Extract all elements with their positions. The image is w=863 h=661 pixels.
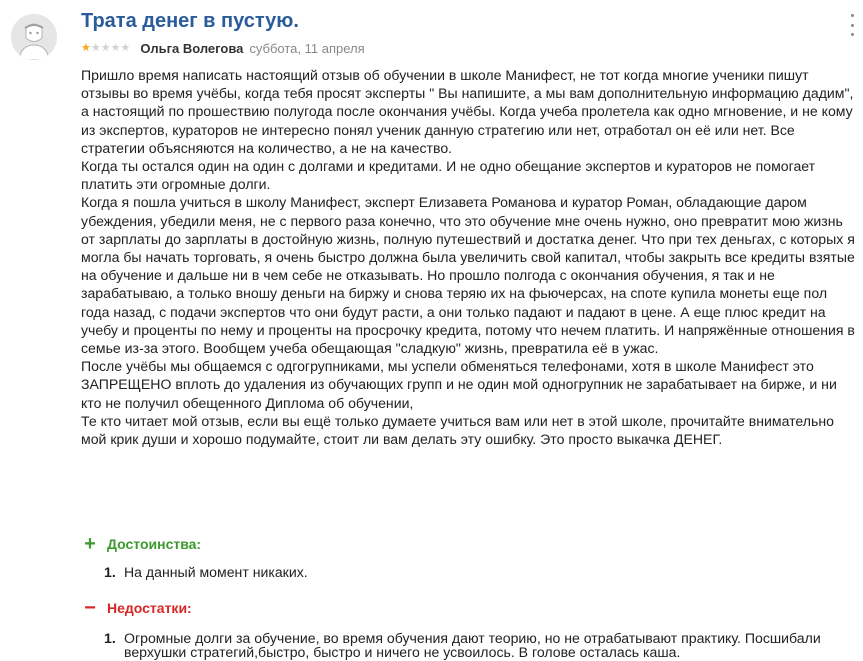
list-item-text: Огромные долги за обучение, во время обучения дают теорию, но не отрабатывают практику. Посшибали верхушки стратегий,быстро, быстро и ничего не усвоилось. В голове осталась каша. [124, 630, 821, 660]
cons-heading-label: Недостатки: [107, 600, 192, 616]
star-icon: ★ [90, 42, 101, 54]
plus-icon: + [84, 533, 96, 555]
review-paragraph: После учёбы мы общаемся с одгогрупниками, мы успели обменяться телефонами, хотя в школе Манифест это ЗАПРЕЩЕНО вплоть до удаления из обучающих групп и не один мой одногрупник не зарабатывает на бирже, и ни кто не получил обещенного Диплома об обучении, [81, 358, 837, 411]
review-paragraph: Пришло время написать настоящий отзыв об обучении в школе Манифест, не тот когда многие ученики пишут отзывы во время учёбы, когда тебя просят эксперты " Вы напишите, а мы вам дополнительную информацию дадим", а настоящий по прошествию полугода после окончания учёбы. Когда учеба пролетела как одно мгновение, и не кому из экспертов, кураторов не интересно понял ученик данную стратегию или нет, отработал он её или нет. Все стратегии объясняются на количество, а не на качество. [81, 67, 854, 156]
pros-list [104, 565, 308, 579]
star-icon: ★ [81, 42, 91, 54]
list-item [104, 631, 856, 659]
minus-icon: − [84, 597, 96, 619]
avatar[interactable] [11, 14, 57, 60]
star-icon: ★ [100, 42, 111, 54]
list-item [104, 565, 308, 579]
list-item-text: На данный момент никаких. [124, 564, 308, 580]
pros-heading [81, 535, 201, 553]
review-body [81, 66, 856, 448]
author-name[interactable]: Ольга Волегова [140, 40, 244, 56]
user-avatar-icon [11, 14, 57, 60]
pros-heading-label: Достоинства: [107, 536, 202, 552]
review-date: суббота, 11 апреля [249, 40, 365, 56]
review-paragraph: Те кто читает мой отзыв, если вы ещё только думаете учиться вам или нет в этой школе, прочитайте внимательно мой крик души и хорошо подумайте, стоит ли вам делать эту ошибку. Это просто выкачка ДЕНЕГ. [81, 412, 834, 448]
kebab-menu-icon[interactable] [849, 14, 855, 36]
star-icon: ★ [120, 42, 131, 54]
star-icon: ★ [110, 42, 121, 54]
review-title[interactable]: Трата денег в пустую. [81, 10, 299, 32]
review-meta [81, 39, 365, 57]
cons-list [104, 631, 856, 659]
review-paragraph: Когда ты остался один на один с долгами и кредитами. И не одно обещание экспертов и кураторов не помогает платить эти огромные долги. [81, 158, 816, 193]
list-item-number: 1. [104, 564, 116, 580]
review-paragraph: Когда я пошла учиться в школу Манифест, эксперт Елизавета Романова и куратор Роман, обладающие даром убеждения, убедили меня, не с первого раза конечно, что это обучение мне очень нужно, оно превратит мою жизнь от зарплаты до зарплаты в достойную жизнь, полную путешествий и достатка денег. Что при тех деньгах, с которых я могла бы начать торговать, я очень быстро должна была увеличить свой капитал, чтобы закрыть все кредиты взятые на обучение и дальше ни в чем себе не отказывать. Но прошло полгода с окончания обучения, я так и не зарабатываю, а только вношу деньги на биржу и снова теряю их на фьючерсах, на споте купила монеты еще пол года назад, с подачи экспертов что они будут расти, а они только падают и падают в цене. А еще плюс кредит на учебу и проценты по нему и проценты на просрочку кредита, потому что нечем платить. И напряжённые отношения в семье из-за этого. Вообщем учеба обещающая "сладкую" жизнь, превратила её в ужас. [81, 194, 855, 357]
menu-dot [851, 24, 854, 27]
menu-dot [851, 14, 854, 17]
menu-dot [851, 33, 854, 36]
cons-heading [81, 599, 192, 617]
list-item-number: 1. [104, 630, 116, 646]
rating-stars [81, 42, 130, 54]
